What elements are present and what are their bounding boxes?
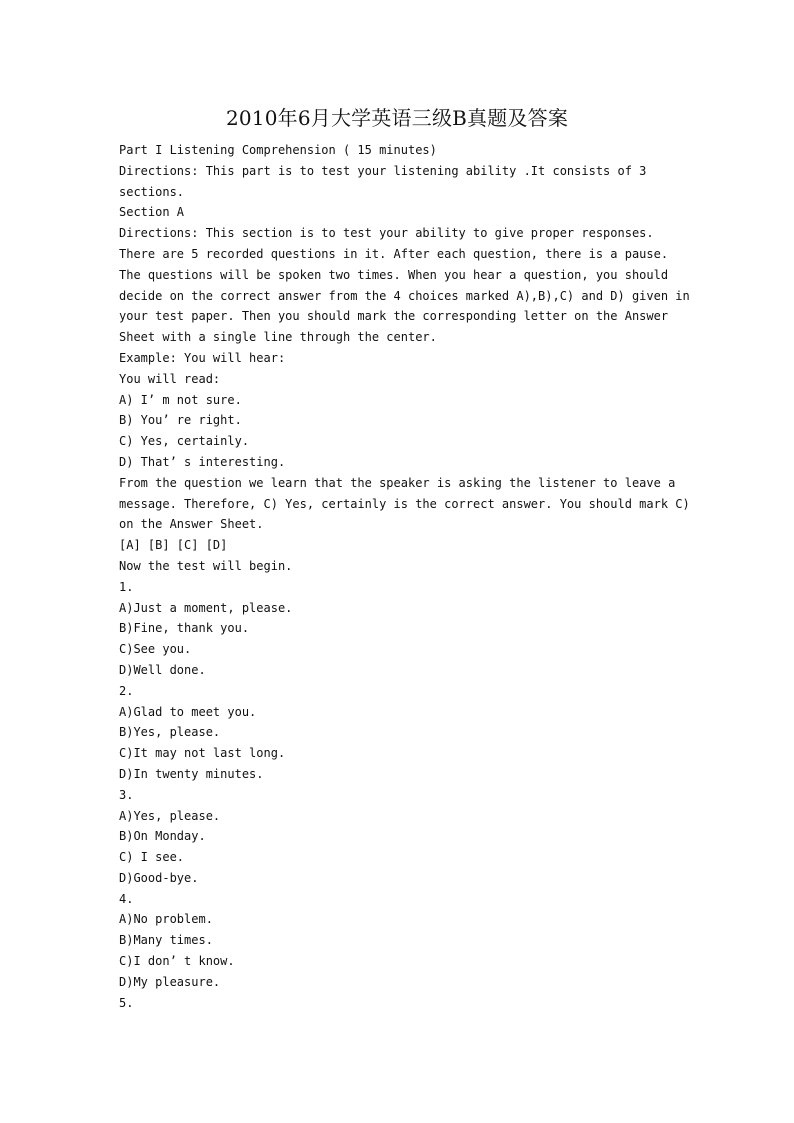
text-line: A) I’ m not sure. (119, 392, 242, 407)
document-body (119, 140, 690, 1013)
text-line: D)My pleasure. (119, 974, 221, 989)
document-title: 2010年6月大学英语三级B真题及答案 (225, 106, 569, 130)
text-line: C) Yes, certainly. (119, 434, 250, 449)
text-line: on the Answer Sheet. (119, 517, 264, 532)
text-line: B)Many times. (119, 933, 213, 948)
text-line: D) That’ s interesting. (119, 454, 286, 469)
text-line: 1. (119, 579, 134, 594)
text-line: D)In twenty minutes. (119, 766, 264, 781)
text-line: [A] [B] [C] [D] (119, 538, 228, 553)
text-line: You will read: (119, 371, 221, 386)
text-line: D)Good-bye. (119, 870, 199, 885)
text-line: 4. (119, 891, 134, 906)
text-line: D)Well done. (119, 662, 206, 677)
text-line: sections. (119, 184, 185, 199)
text-line: 2. (119, 683, 134, 698)
text-line: Now the test will begin. (119, 558, 293, 573)
text-line: A)Yes, please. (119, 808, 221, 823)
text-line: message. Therefore, C) Yes, certainly is the correct answer. You should mark C) (119, 496, 690, 511)
text-line: your test paper. Then you should mark the corresponding letter on the Answer (119, 309, 669, 324)
text-line: A)Just a moment, please. (119, 600, 293, 615)
text-line: There are 5 recorded questions in it. After each question, there is a pause. (119, 246, 669, 261)
text-line: B) You’ re right. (119, 413, 242, 428)
text-line: Directions: This section is to test your ability to give proper responses. (119, 226, 654, 241)
text-line: A)Glad to meet you. (119, 704, 257, 719)
text-line: Example: You will hear: (119, 350, 286, 365)
text-line: Section A (119, 205, 185, 220)
text-line: 3. (119, 787, 134, 802)
text-line: The questions will be spoken two times. When you hear a question, you should (119, 267, 669, 282)
text-line: B)On Monday. (119, 829, 206, 844)
text-line: Directions: This part is to test your listening ability .It consists of 3 (119, 163, 647, 178)
text-line: 5. (119, 995, 134, 1010)
text-line: B)Fine, thank you. (119, 621, 250, 636)
text-line: C)It may not last long. (119, 746, 286, 761)
text-line: A)No problem. (119, 912, 213, 927)
text-line: C)See you. (119, 642, 192, 657)
text-line: decide on the correct answer from the 4 choices marked A),B),C) and D) given in (119, 288, 690, 303)
text-line: C) I see. (119, 850, 185, 865)
text-line: Part I Listening Comprehension ( 15 minutes) (119, 143, 437, 157)
text-line: C)I don’ t know. (119, 954, 235, 969)
text-line: From the question we learn that the speaker is asking the listener to leave a (119, 475, 676, 490)
text-line: B)Yes, please. (119, 725, 221, 740)
text-line: Sheet with a single line through the center. (119, 330, 437, 345)
